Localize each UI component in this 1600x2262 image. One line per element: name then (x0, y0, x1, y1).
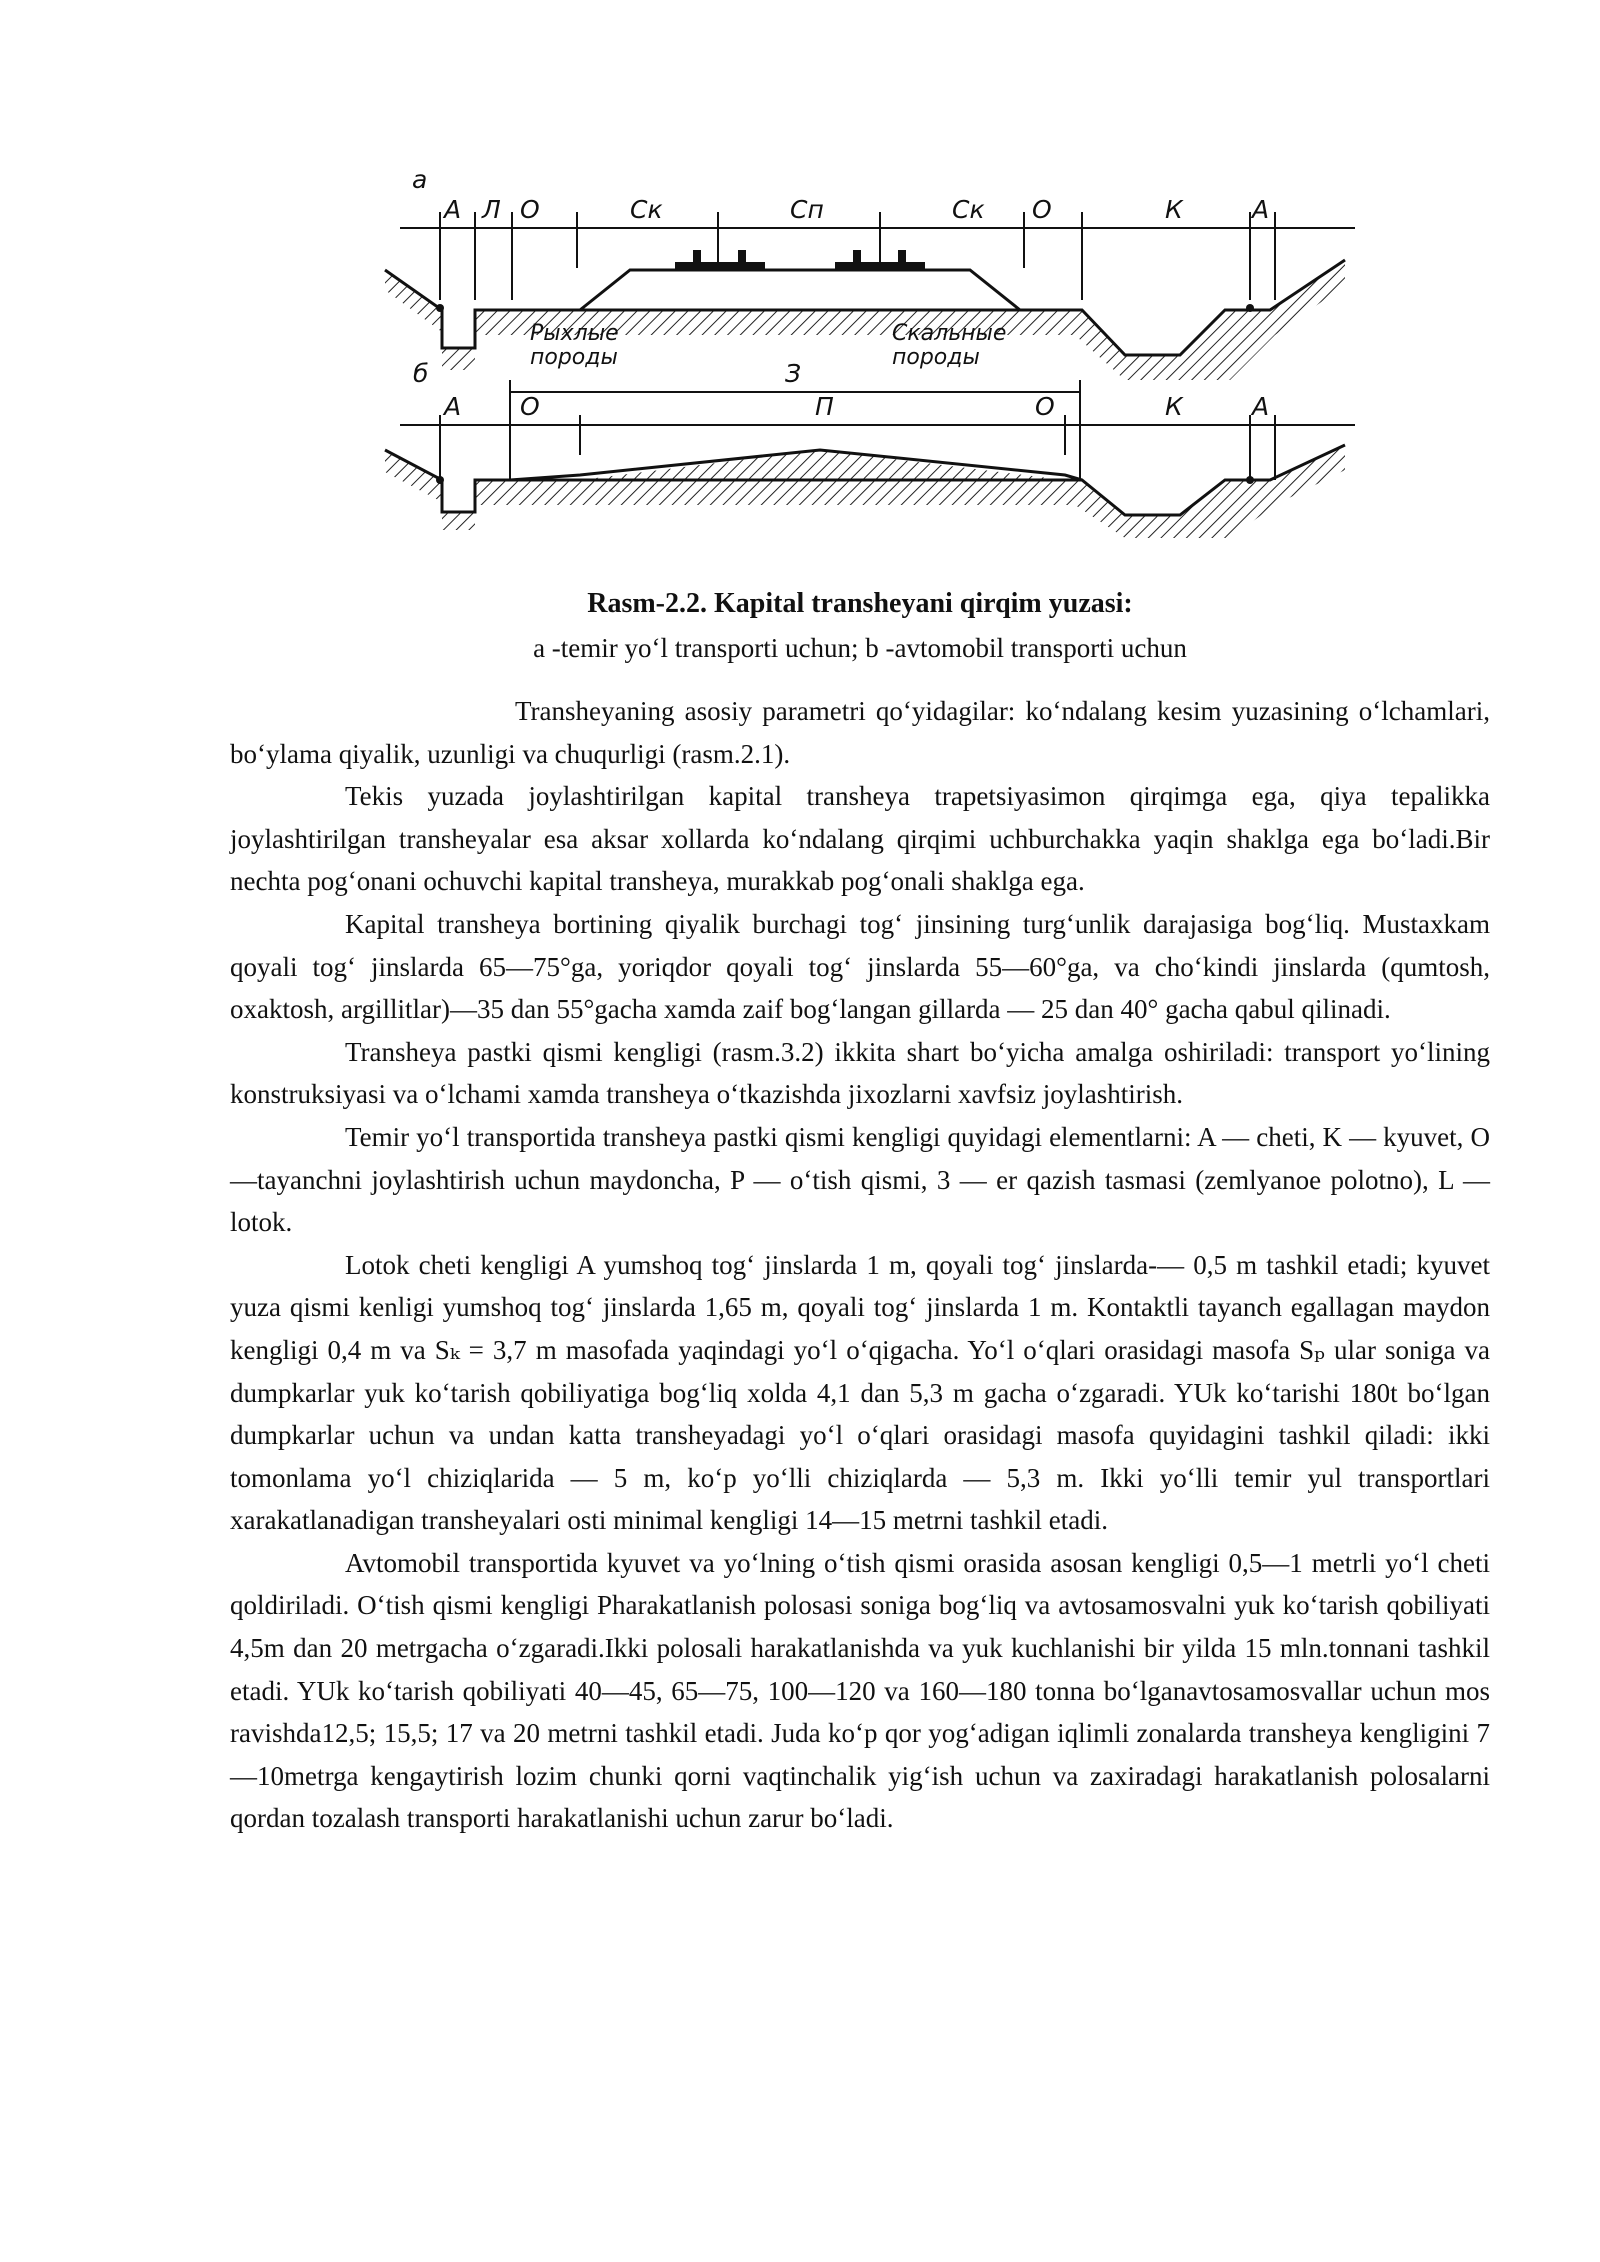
diagram-a-dim-label-1: Л (482, 195, 501, 224)
hard-rock-label-2: породы (892, 345, 980, 370)
diagram-b-dim-label-0: А (444, 392, 462, 421)
hard-rock-label-1: Скальные (892, 321, 1007, 346)
paragraph-5: Temir yo‘l transportida transheya pastki qismi kengligi quyidagi elementlarni: A — cheti, K — kyuvet, O—tayanchni joylashtirish uchun maydoncha, P — o‘tish qismi, 3 — er qazish tasmasi (zemlyanoe polotno), L — lotok. (230, 1121, 1490, 1238)
soft-rock-label-1: Рыхлые (530, 321, 619, 346)
paragraph-2: Tekis yuzada joylashtirilgan kapital transheya trapetsiyasimon qirqimga ega, qiya tepalikka joylashtirilgan transheyalar esa aksar xollarda ko‘ndalang qirqimi uchburchakka yaqin shaklga ega bo‘ladi.Bir nechta pog‘onani ochuvchi kapital transheya, murakkab pog‘onali shaklga ega. (230, 781, 1490, 897)
diagram-a-dim-label-5: Ск (952, 195, 985, 224)
diagram-a-dim-label-3: Ск (630, 195, 663, 224)
paragraph-1: Transheyaning asosiy parametri qo‘yidagilar: ko‘ndalang kesim yuzasining o‘lchamlari, bo‘ylama qiyalik, uzunligi va chuqurligi (rasm.2.1). (230, 696, 1490, 769)
diagram-b-label: б (413, 359, 429, 388)
figure-caption (230, 584, 1490, 668)
diagram-a-dim-label-7: К (1165, 195, 1183, 224)
paragraph-4: Transheya pastki qismi kengligi (rasm.3.2) ikkita shart bo‘yicha amalga oshiriladi: transport yo‘lining konstruksiyasi va o‘lchami xamda transheya o‘tkazishda jixozlarni xavfsiz joylashtirish. (230, 1036, 1490, 1110)
paragraph-6: Lotok cheti kengligi A yumshoq tog‘ jinslarda 1 m, qoyali tog‘ jinslarda-— 0,5 m tashkil etadi; kyuvet yuza qismi kenligi yumshoq tog‘ jinslarda 1,65 m, qoyali tog‘ jinslarda 1 m. Kontaktli tayanch egallagan maydon kengligi 0,4 m va Sₖ = 3,7 m masofada yaqindagi yo‘l o‘qigacha. Yo‘l o‘qlari orasidagi masofa Sₚ ular soniga va dumpkarlar yuk ko‘tarish qobiliyatiga bog‘liq xolda 4,1 dan 5,3 m gacha o‘zgaradi. YUk ko‘tarishi 180t bo‘lgan dumpkarlar uchun va undan katta transheyadagi yo‘l o‘qlari orasidagi masofa quyidagini tashkil qiladi: ikki tomonlama yo‘l chiziqlarida — 5 m, ko‘p yo‘lli chiziqlarda — 5,3 m. Ikki yo‘lli temir yul transportlari xarakatlanadigan transheyalari osti minimal kengligi 14—15 metrni tashkil etadi. (230, 1249, 1490, 1536)
soft-rock-label-2: породы (530, 345, 618, 370)
diagram-a-dim-label-0: А (444, 195, 462, 224)
diagram-a-label: а (412, 165, 428, 194)
diagram-b-dim-label-6: А (1252, 392, 1270, 421)
paragraph-7: Avtomobil transportida kyuvet va yo‘lning o‘tish qismi orasida asosan kengligi 0,5—1 metrli yo‘l cheti qoldiriladi. O‘tish qismi kengligi Pharakatlanish polosasi soniga bog‘liq va avtosamosvalni yuk ko‘tarish qobiliyati 4,5m dan 20 metrgacha o‘zgaradi.Ikki polosali harakatlanishda va yuk kuchlanishi bir yilda 15 mln.tonnani tashkil etadi. YUk ko‘tarish qobiliyati 40—45, 65—75, 100—120 va 160—180 tonna bo‘lganavtosamosvallar uchun mos ravishda12,5; 15,5; 17 va 20 metrni tashkil etadi. Juda ko‘p qor yog‘adigan iqlimli zonalarda transheya kengligini 7—10metrga kengaytirish lozim chunki qorni vaqtinchalik yig‘ish uchun va zaxiradagi harakatlanish polosalarni qordan tozalash transporti harakatlanishi uchun zarur bo‘ladi. (230, 1547, 1490, 1834)
paragraph-3: Kapital transheya bortining qiyalik burchagi tog‘ jinsining turg‘unlik darajasiga bog‘liq. Mustaxkam qoyali tog‘ jinslarda 65—75°ga, yoriqdor qoyali tog‘ jinslarda 55—60°ga, va cho‘kindi jinslarda (qumtosh, oxaktosh, argillitlar)—35 dan 55°gacha xamda zaif bog‘langan gillarda — 25 dan 40° gacha qabul qilinadi. (230, 908, 1490, 1025)
caption-subtitle: a -temir yo‘l transporti uchun; b -avtomobil transporti uchun (533, 633, 1187, 663)
diagram-b-dim-label-5: К (1165, 392, 1183, 421)
diagram-a (385, 165, 1355, 380)
caption-title: Rasm-2.2. Kapital transheyani qirqim yuzasi: (587, 588, 1133, 619)
diagram-a-dim-label-4: Сп (790, 195, 824, 224)
body-text (230, 690, 1490, 1840)
diagram-b (385, 359, 1355, 538)
diagram-a-dim-label-6: О (1032, 195, 1052, 224)
diagram-b-dim-label-2: З (785, 359, 802, 388)
diagram-a-dim-label-8: А (1252, 195, 1270, 224)
diagram-b-dim-label-4: О (1035, 392, 1055, 421)
diagram-b-dim-label-1: О (520, 392, 540, 421)
diagram-a-dim-label-2: О (520, 195, 540, 224)
trench-cross-section-figure (380, 160, 1360, 550)
diagram-b-dim-label-3: П (815, 392, 834, 421)
